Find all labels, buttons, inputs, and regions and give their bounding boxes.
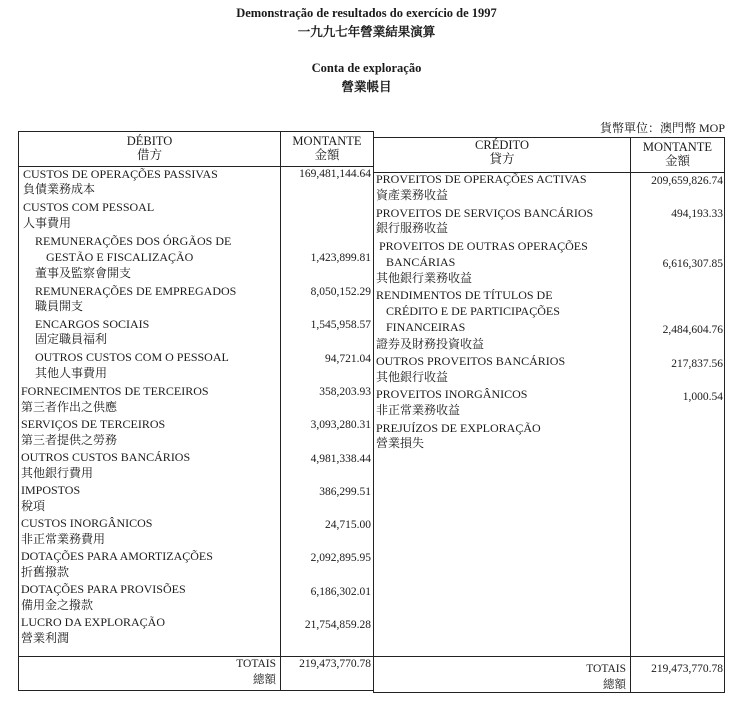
credit-line: OUTROS PROVEITOS BANCÁRIOS <box>376 354 566 368</box>
credit-amount-heading-zh: 金額 <box>664 154 690 168</box>
credit-heading: CRÉDITO <box>475 138 529 152</box>
credit-heading-zh: 貸方 <box>489 152 515 166</box>
debit-line: 第三者作出之供應 <box>21 400 118 414</box>
debit-amount: 6,186,302.01 <box>310 586 371 598</box>
debit-line: 折舊撥款 <box>21 565 70 579</box>
debit-amount: 2,092,895.95 <box>310 552 371 564</box>
debit-line: 營業利潤 <box>21 631 70 645</box>
debit-amount: 94,721.04 <box>325 353 371 365</box>
debit-line: 稅項 <box>21 499 46 513</box>
debit-line: 人事費用 <box>23 216 72 230</box>
debit-heading-zh: 借方 <box>136 148 162 162</box>
credit-amount: 209,659,826.74 <box>651 175 723 187</box>
credit-amount: 2,484,604.76 <box>662 324 723 336</box>
debit-total: 219,473,770.78 <box>299 658 371 670</box>
debit-line: CUSTOS INORGÂNICOS <box>21 516 153 530</box>
credit-totals-rule <box>373 656 725 657</box>
credit-bottom-border <box>373 692 725 693</box>
credit-line: 資產業務收益 <box>376 188 449 202</box>
debit-line: OUTROS CUSTOS COM O PESSOAL <box>35 350 229 364</box>
debit-amount: 386,299.51 <box>319 486 371 498</box>
credit-total: 219,473,770.78 <box>651 663 723 675</box>
debit-amount: 169,481,144.64 <box>299 168 371 180</box>
debit-line: DOTAÇÕES PARA PROVISÕES <box>21 582 186 596</box>
debit-line: 其他銀行費用 <box>21 466 94 480</box>
credit-right-border <box>724 137 725 693</box>
credit-line: PROVEITOS INORGÂNICOS <box>376 387 528 401</box>
debit-line: ENCARGOS SOCIAIS <box>35 317 150 331</box>
credit-amount: 217,837.56 <box>671 358 723 370</box>
credit-totals-label: TOTAIS <box>586 663 626 675</box>
debit-line: OUTROS CUSTOS BANCÁRIOS <box>21 450 191 464</box>
credit-line: BANCÁRIAS <box>386 255 456 269</box>
report-title-zh: 一九九七年營業結果演算 <box>297 25 436 39</box>
debit-amount-heading-zh: 金額 <box>314 148 340 162</box>
credit-line: PROVEITOS DE SERVIÇOS BANCÁRIOS <box>376 206 594 220</box>
credit-line: FINANCEIRAS <box>386 320 466 334</box>
debit-line: 負債業務成本 <box>23 182 96 196</box>
center-divider <box>373 131 374 693</box>
debit-amount: 1,545,958.57 <box>310 319 371 331</box>
credit-line: 其他銀行業務收益 <box>376 271 473 285</box>
debit-line: LUCRO DA EXPLORAÇÃO <box>21 615 166 629</box>
debit-line: REMUNERAÇÕES DOS ÓRGÃOS DE <box>35 234 232 248</box>
debit-heading: DÉBITO <box>126 134 173 148</box>
credit-line: 其他銀行收益 <box>376 370 449 384</box>
debit-amount: 24,715.00 <box>325 519 371 531</box>
debit-line: CUSTOS DE OPERAÇÕES PASSIVAS <box>23 167 218 181</box>
debit-line: 固定職員福利 <box>35 332 108 346</box>
credit-amount: 494,193.33 <box>671 208 723 220</box>
debit-amount-heading: MONTANTE <box>292 134 362 148</box>
currency-unit: 貨幣單位：澳門幣 MOP <box>599 121 725 135</box>
credit-line: RENDIMENTOS DE TÍTULOS DE <box>376 288 553 302</box>
debit-line: 其他人事費用 <box>35 366 108 380</box>
credit-line: 營業損失 <box>376 436 425 450</box>
debit-line: SERVIÇOS DE TERCEIROS <box>21 417 166 431</box>
debit-line: REMUNERAÇÕES DE EMPREGADOS <box>35 284 237 298</box>
debit-amount: 1,423,899.81 <box>310 252 371 264</box>
debit-line: IMPOSTOS <box>21 483 81 497</box>
debit-bottom-border <box>18 690 373 691</box>
credit-line: 證券及財務投資收益 <box>376 337 485 351</box>
debit-line: 董事及監察會開支 <box>35 266 132 280</box>
credit-line: 銀行服務收益 <box>376 221 449 235</box>
debit-line: DOTAÇÕES PARA AMORTIZAÇÕES <box>21 549 213 563</box>
debit-amount-divider <box>280 131 281 691</box>
credit-amount: 6,616,307.85 <box>662 258 723 270</box>
debit-totals-label: TOTAIS <box>236 658 276 670</box>
debit-line: 備用金之撥款 <box>21 598 94 612</box>
credit-line: CRÉDITO E DE PARTICIPAÇÕES <box>386 304 560 318</box>
credit-amount: 1,000.54 <box>682 391 723 403</box>
credit-line: PREJUÍZOS DE EXPLORAÇÃO <box>376 421 541 435</box>
debit-top-border <box>18 131 373 132</box>
report-subtitle-zh: 營業帳目 <box>341 80 392 94</box>
credit-totals-label-zh: 總額 <box>603 679 626 691</box>
debit-line: 非正常業務費用 <box>21 532 106 546</box>
debit-line: CUSTOS COM PESSOAL <box>23 200 155 214</box>
credit-line: PROVEITOS DE OPERAÇÕES ACTIVAS <box>376 172 587 186</box>
debit-line: GESTÃO E FISCALIZAÇÃO <box>46 250 194 264</box>
debit-amount: 21,754,859.28 <box>304 619 371 631</box>
credit-amount-heading: MONTANTE <box>642 140 713 154</box>
debit-left-border <box>18 131 19 691</box>
debit-line: 職員開支 <box>35 299 84 313</box>
credit-line: PROVEITOS DE OUTRAS OPERAÇÕES <box>379 239 588 253</box>
report-title: Demonstração de resultados do exercício de 1997 <box>236 6 497 20</box>
debit-amount: 3,093,280.31 <box>310 419 371 431</box>
debit-amount: 358,203.93 <box>319 386 371 398</box>
debit-totals-label-zh: 總額 <box>253 674 276 686</box>
debit-line: FORNECIMENTOS DE TERCEIROS <box>21 384 209 398</box>
credit-line: 非正常業務收益 <box>376 403 461 417</box>
debit-amount: 8,050,152.29 <box>310 286 371 298</box>
debit-line: 第三者提供之勞務 <box>21 433 118 447</box>
debit-amount: 4,981,338.44 <box>310 453 371 465</box>
report-subtitle: Conta de exploração <box>311 61 422 75</box>
